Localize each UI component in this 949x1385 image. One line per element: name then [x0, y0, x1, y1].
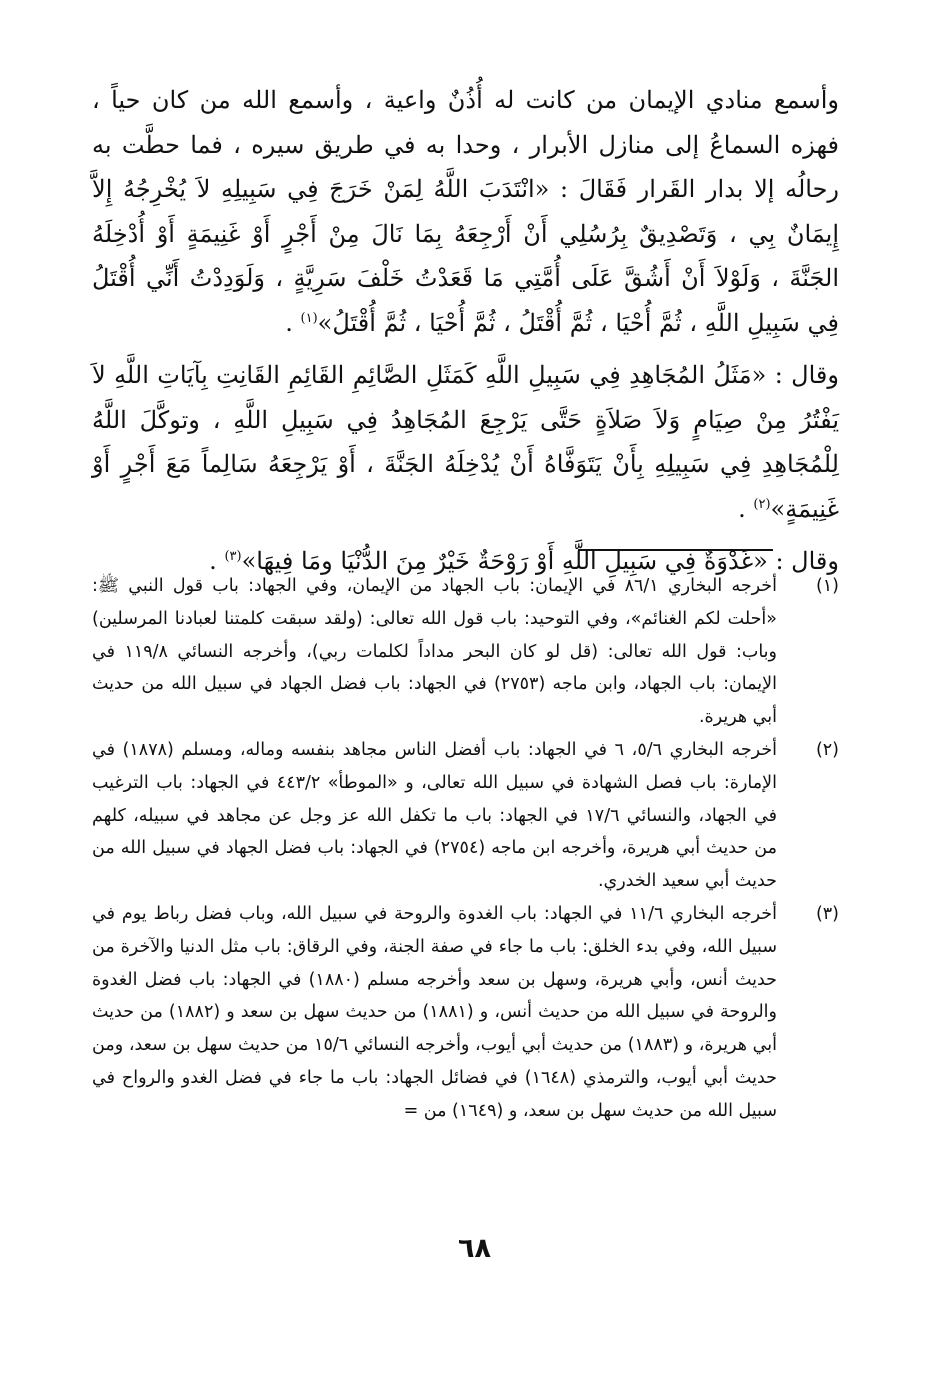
paragraph-3-text: وقال : «غَدْوَةٌ فِي سَبِيلِ اللَّهِ أَوْ رَوْحَةٌ خَيْرٌ مِنَ الدُّنْيَا ومَا فِيهَا» [241, 547, 839, 575]
footnote-ref-2: (٢) [753, 496, 771, 512]
footnote-number: (٣) [815, 903, 839, 924]
paragraph-1-text: وأسمع منادي الإيمان من كانت له أُذُنٌ واعية ، وأسمع الله من كان حياً ، فهزه السماعُ إلى منازل الأبرار ، وحدا به في طريق سيره ، فما حطَّت به رحالُه إلا بدار القَرار فَقَالَ : «انْتَدَبَ اللَّهُ لِمَنْ خَرَجَ فِي سَبِيلِهِ لاَ يُخْرِجُهُ إِلاَّ إِيمَانٌ بِي ، وَتَصْدِيقٌ بِرُسُلِي أَنْ أَرْجِعَهُ بِمَا نَالَ مِنْ أَجْرٍ أَوْ غَنِيمَةٍ أَوْ أُدْخِلَهُ الجَنَّةَ ، وَلَوْلاَ أَنْ أَشُقَّ عَلَى أُمَّتِي مَا قَعَدْتُ خَلْفَ سَرِيَّةٍ ، وَلَوَدِدْتُ أَنِّي أُقْتَلُ فِي سَبِيلِ اللَّهِ ، ثُمَّ أُحْيَا ، ثُمَّ أُقْتَلُ ، ثُمَّ أُحْيَا ، ثُمَّ أُقْتَلُ» [92, 86, 839, 337]
main-text [92, 78, 839, 584]
paragraph-2-text: وقال : «مَثَلُ المُجَاهِدِ فِي سَبِيلِ اللَّهِ كَمَثَلِ الصَّائِمِ القَائِمِ القَانِتِ بِآيَاتِ اللَّهِ لاَ يَفْتُرُ مِنْ صِيَامٍ وَلاَ صَلاَةٍ حَتَّى يَرْجِعَ المُجَاهِدُ فِي سَبِيلِ اللَّهِ ، وتوكَّلَ اللَّهُ لِلْمُجَاهِدِ فِي سَبِيلِهِ بِأَنْ يَتَوَفَّاهُ أَنْ يُدْخِلَهُ الجَنَّةَ ، أَوْ يَرْجِعَهُ سَالِماً مَعَ أَجْرٍ أَوْ غَنِيمَةٍ» [92, 361, 839, 523]
footnote-ref-1: (١) [300, 310, 318, 326]
footnotes [92, 570, 839, 1128]
footnote-2 [92, 734, 839, 898]
footnote-1 [92, 570, 839, 734]
paragraph-2 [92, 353, 839, 531]
page-number: ٦٨ [458, 1233, 491, 1264]
footnote-text: أخرجه البخاري ٥/٦، ٦ في الجهاد: باب أفضل الناس مجاهد بنفسه وماله، ومسلم (١٨٧٨) في الإمارة: باب فصل الشهادة في سبيل الله تعالى، و «الموطأ» ٤٤٣/٢ في الجهاد: باب الترغيب في الجهاد، والنسائي ١٧/٦ في الجهاد: باب ما تكفل الله عز وجل عن مجاهد في سبيله، كلهم من حديث أبي هريرة، وأخرجه ابن ماجه (٢٧٥٤) في الجهاد: باب فضل الجهاد في سبيل الله من حديث أبي سعيد الخدري. [92, 739, 778, 892]
footnote-divider [578, 549, 773, 551]
footnote-text: أخرجه البخاري ٨٦/١ في الإيمان: باب الجهاد من الإيمان، وفي الجهاد: باب قول النبي ﷺ: «أحلت لكم الغنائم»، وفي التوحيد: باب قول الله تعالى: (ولقد سبقت كلمتنا لعبادنا المرسلين) وباب: قول الله تعالى: (قل لو كان البحر مداداً لكلمات ربي)، وأخرجه النسائي ١١٩/٨ في الإيمان: باب الجهاد، وابن ماجه (٢٧٥٣) في الجهاد: باب فضل الجهاد في سبيل الله من حديث أبي هريرة. [92, 576, 777, 728]
footnote-ref-3: (٣) [224, 549, 242, 564]
footnote-3 [92, 898, 839, 1128]
paragraph-1-end: . [285, 308, 301, 337]
paragraph-1 [92, 78, 839, 345]
paragraph-2-end: . [738, 494, 754, 523]
footnote-number: (١) [815, 576, 839, 596]
footnote-number: (٢) [815, 739, 839, 760]
paragraph-3-end: . [209, 547, 225, 575]
footnote-text: أخرجه البخاري ١١/٦ في الجهاد: باب الغدوة والروحة في سبيل الله، وباب فضل رباط يوم في سبيل الله، وفي بدء الخلق: باب ما جاء في صفة الجنة، وفي الرقاق: باب مثل الدنيا والآخرة من حديث أنس، وأبي هريرة، وسهل بن سعد وأخرجه مسلم (١٨٨٠) في الجهاد: باب فضل الغدوة والروحة في سبيل الله من حديث أنس، و (١٨٨١) من حديث سهل بن سعد و (١٨٨٢) من حديث أبي هريرة، و (١٨٨٣) من حديث أبي أيوب، وأخرجه النسائي ١٥/٦ من حديث سهل بن سعد، ومن حديث أبي أيوب، والترمذي (١٦٤٨) في فضائل الجهاد: باب ما جاء في فضل الغدو والرواح في سبيل الله من حديث سهل بن سعد، و (١٦٤٩) من = [92, 903, 778, 1121]
